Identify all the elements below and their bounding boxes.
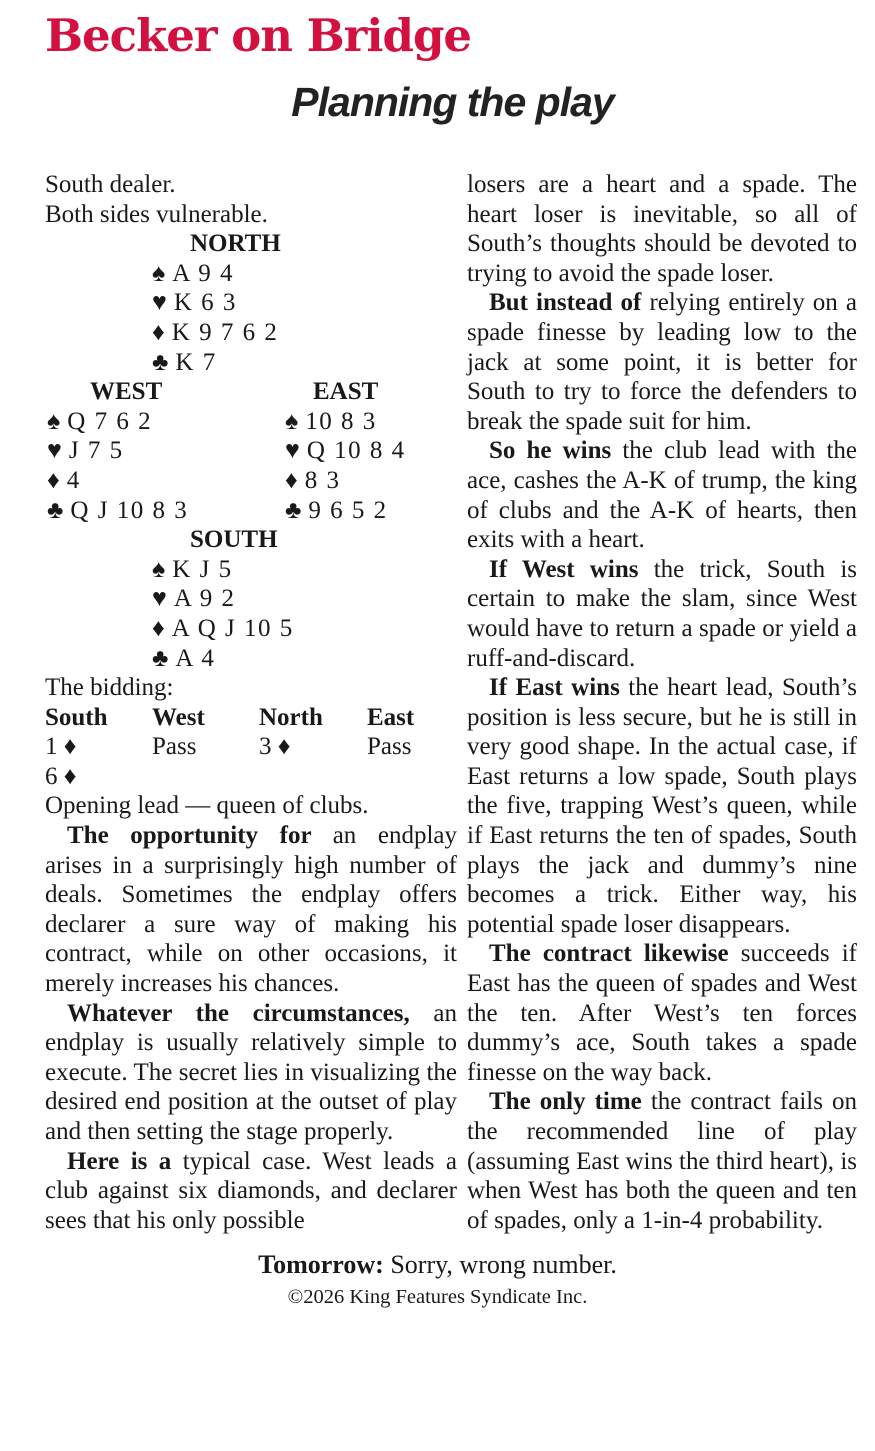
paragraph <box>45 821 457 999</box>
paragraph-lead: So he wins <box>489 437 623 465</box>
hand-east-label: EAST <box>313 378 379 406</box>
club-icon: ♣ <box>285 496 302 524</box>
bid-cell <box>259 762 367 792</box>
bridge-column-page <box>0 10 875 1310</box>
paragraph-text: an endplay arises in a surprisingly high number of deals. Sometimes the endplay offers declarer a sure way of making his contract, while on other occasions, it merely increases his chances. <box>45 822 457 998</box>
right-column <box>467 170 857 1235</box>
heart-icon: ♥ <box>285 437 300 465</box>
north-clubs-row <box>152 348 457 378</box>
east-hearts-row <box>285 436 457 466</box>
west-clubs-row <box>47 496 285 526</box>
east-diamonds-cards: 8 3 <box>304 466 341 494</box>
diamond-icon: ♦ <box>47 466 60 494</box>
paragraph <box>467 939 857 1087</box>
bid-cell: Pass <box>367 733 412 761</box>
paragraph-lead: Whatever the circumstances, <box>67 999 434 1027</box>
north-spades-row <box>152 259 457 289</box>
south-hearts-row <box>152 584 457 614</box>
paragraph <box>467 288 857 436</box>
hand-north-label: NORTH <box>190 230 281 258</box>
hand-south-label: SOUTH <box>190 526 278 554</box>
west-spades-row <box>47 407 285 437</box>
south-clubs-row <box>152 644 457 674</box>
paragraph <box>45 1147 457 1236</box>
north-hearts-row <box>152 288 457 318</box>
paragraph-text: the heart lead, South’s position is less secure, but he is still in very good shape. In the actual case, if East returns a low spade, South plays the five, trapping West’s queen, while if East returns the ten of spades, South plays the jack and dummy’s nine becomes a trick. Either way, his potential spade loser disappears. <box>467 674 857 938</box>
spade-icon: ♠ <box>152 555 166 583</box>
south-diamonds-row <box>152 614 457 644</box>
paragraph-text: the club lead with the ace, cashes the A-K of trump, the king of clubs and the A-K of hearts, then exits with a heart. <box>467 437 857 554</box>
diamond-icon: ♦ <box>152 318 165 346</box>
hand-west-label: WEST <box>90 378 163 406</box>
east-spades-row <box>285 407 457 437</box>
paragraph-text: succeeds if East has the queen of spades and West the ten. After West’s ten forces dummy’s ace, South takes a spade finesse on the way back. <box>467 940 857 1086</box>
north-spades-cards: A 9 4 <box>172 259 234 287</box>
bid-cell: 6 ♦ <box>45 762 77 790</box>
paragraph-lead: But instead of <box>489 289 650 317</box>
spade-icon: ♠ <box>152 259 166 287</box>
paragraph-lead: If West wins <box>489 555 654 583</box>
vulnerability-line: Both sides vulnerable. <box>45 200 268 228</box>
paragraph-lead: The only time <box>489 1088 651 1116</box>
south-spades-cards: K J 5 <box>172 555 233 583</box>
paragraph <box>467 555 857 673</box>
column-footer <box>0 1250 875 1310</box>
spade-icon: ♠ <box>285 407 299 435</box>
paragraph <box>467 170 857 288</box>
paragraph <box>467 673 857 939</box>
paragraph-text: typical case. West leads a club against six diamonds, and declarer sees that his only possible <box>45 1147 457 1234</box>
west-spades-cards: Q 7 6 2 <box>67 407 153 435</box>
paragraph-text: an endplay is usually relatively simple to execute. The secret lies in visualizing the desired end position at the outset of play and then setting the stage properly. <box>45 999 457 1145</box>
diamond-icon: ♦ <box>285 466 298 494</box>
heart-icon: ♥ <box>152 585 167 613</box>
club-icon: ♣ <box>47 496 64 524</box>
bid-cell: Pass <box>152 733 197 761</box>
north-clubs-cards: K 7 <box>175 348 217 376</box>
tomorrow-label: Tomorrow: <box>258 1250 391 1280</box>
paragraph <box>467 1087 857 1235</box>
paragraph <box>467 436 857 554</box>
east-clubs-cards: 9 6 5 2 <box>308 496 388 524</box>
south-spades-row <box>152 555 457 585</box>
west-diamonds-cards: 4 <box>66 466 81 494</box>
article-columns <box>45 170 857 1235</box>
north-diamonds-row <box>152 318 457 348</box>
south-diamonds-cards: A Q J 10 5 <box>171 614 294 642</box>
east-hearts-cards: Q 10 8 4 <box>306 437 406 465</box>
bidding-header-south: South <box>45 703 108 731</box>
paragraph-lead: If East wins <box>489 674 629 702</box>
bidding-table <box>45 703 457 792</box>
paragraph-text: relying entirely on a spade finesse by leading low to the jack at some point, it is better for South to try to force the defenders to break the spade suit for him. <box>467 289 857 435</box>
north-diamonds-cards: K 9 7 6 2 <box>171 318 279 346</box>
paragraph-lead: The contract likewise <box>489 940 741 968</box>
west-hearts-cards: J 7 5 <box>68 437 124 465</box>
east-diamonds-row <box>285 466 457 496</box>
bid-cell: 1 ♦ <box>45 733 77 761</box>
bidding-header-west: West <box>152 703 205 731</box>
hand-west <box>47 377 285 525</box>
diamond-icon: ♦ <box>152 614 165 642</box>
paragraph-text: the trick, South is certain to make the slam, since West would have to return a spade or yield a ruff-and-discard. <box>467 555 857 672</box>
bidding-header-east: East <box>367 703 415 731</box>
paragraph-text: the contract fails on the recommended line of play (assuming East wins the third heart), is when West has both the queen and ten of spades, only a 1-in-4 probability. <box>467 1088 857 1234</box>
paragraph <box>45 999 457 1147</box>
heart-icon: ♥ <box>152 289 167 317</box>
west-clubs-cards: Q J 10 8 3 <box>70 496 189 524</box>
paragraph-lead: Here is a <box>67 1147 183 1175</box>
hand-east <box>285 377 457 525</box>
west-diamonds-row <box>47 466 285 496</box>
spade-icon: ♠ <box>47 407 61 435</box>
heart-icon: ♥ <box>47 437 62 465</box>
west-hearts-row <box>47 436 285 466</box>
bid-cell: 3 ♦ <box>259 733 291 761</box>
east-spades-cards: 10 8 3 <box>305 407 377 435</box>
club-icon: ♣ <box>152 348 169 376</box>
south-clubs-cards: A 4 <box>175 644 216 672</box>
paragraph-lead: The opportunity for <box>67 822 333 850</box>
hands-west-east <box>45 377 457 525</box>
left-column <box>45 170 457 1235</box>
tomorrow-text: Sorry, wrong number. <box>390 1250 617 1280</box>
column-title: Becker on Bridge <box>45 9 472 62</box>
dealer-line: South dealer. <box>45 171 176 198</box>
south-hearts-cards: A 9 2 <box>173 585 236 613</box>
hand-north <box>45 229 457 377</box>
bid-cell <box>367 762 457 792</box>
tomorrow-line <box>0 1250 875 1280</box>
east-clubs-row <box>285 496 457 526</box>
copyright-line: ©2026 King Features Syndicate Inc. <box>287 1286 588 1309</box>
bidding-header-north: North <box>259 703 323 731</box>
hand-south <box>45 525 457 673</box>
paragraph-text: losers are a heart and a spade. The heart loser is inevitable, so all of South’s thoughts should be devoted to trying to avoid the spade loser. <box>467 171 857 287</box>
opening-lead-line: Opening lead — queen of clubs. <box>45 792 369 820</box>
bidding-intro: The bidding: <box>45 674 174 702</box>
article-title: Planning the play <box>291 79 614 125</box>
bid-cell <box>152 762 259 792</box>
north-hearts-cards: K 6 3 <box>173 289 237 317</box>
club-icon: ♣ <box>152 644 169 672</box>
